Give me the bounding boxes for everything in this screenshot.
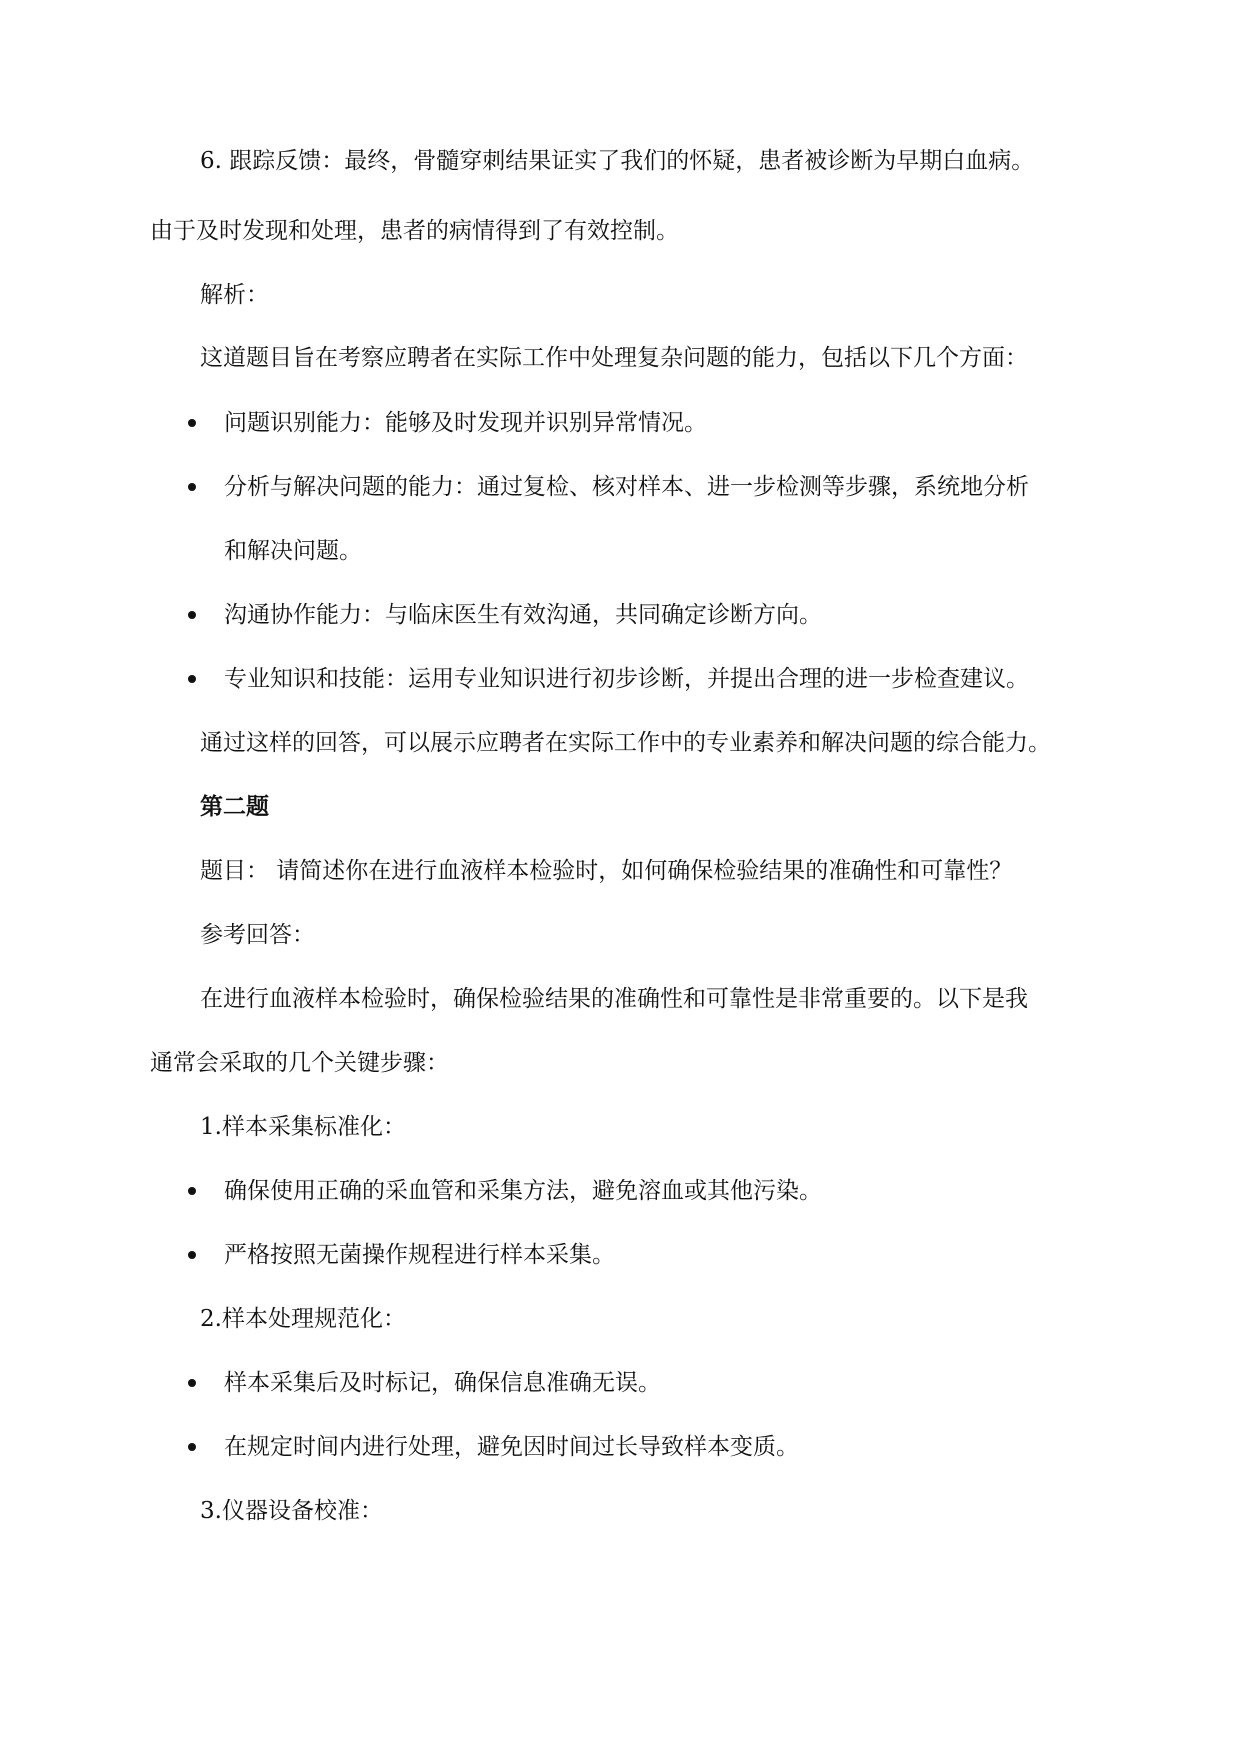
bullet-dot-icon — [188, 1187, 196, 1195]
list-item: 分析与解决问题的能力：通过复检、核对样本、进一步检测等步骤，系统地分析 — [224, 474, 1029, 500]
paragraph-line: 6. 跟踪反馈：最终，骨髓穿刺结果证实了我们的怀疑，患者被诊断为早期白血病。 — [200, 148, 1035, 174]
list-item: 严格按照无菌操作规程进行样本采集。 — [224, 1242, 615, 1268]
bullet-dot-icon — [188, 611, 196, 619]
paragraph-line: 通常会采取的几个关键步骤： — [150, 1050, 449, 1076]
list-item: 问题识别能力：能够及时发现并识别异常情况。 — [224, 410, 707, 436]
list-item: 在规定时间内进行处理，避免因时间过长导致样本变质。 — [224, 1434, 799, 1460]
step-title: 2.样本处理规范化： — [200, 1306, 406, 1332]
paragraph-line: 在进行血液样本检验时，确保检验结果的准确性和可靠性是非常重要的。以下是我 — [200, 986, 1028, 1012]
bullet-dot-icon — [188, 419, 196, 427]
paragraph-line: 由于及时发现和处理，患者的病情得到了有效控制。 — [150, 218, 679, 244]
bullet-dot-icon — [188, 675, 196, 683]
bullet-dot-icon — [188, 1251, 196, 1259]
bullet-dot-icon — [188, 1379, 196, 1387]
list-item: 样本采集后及时标记，确保信息准确无误。 — [224, 1370, 661, 1396]
list-item-continuation: 和解决问题。 — [224, 538, 362, 564]
step-title: 1.样本采集标准化： — [200, 1114, 406, 1140]
analysis-label: 解析： — [200, 282, 269, 308]
bullet-dot-icon — [188, 483, 196, 491]
answer-label: 参考回答： — [200, 922, 315, 948]
question-text: 题目： 请简述你在进行血液样本检验时，如何确保检验结果的准确性和可靠性？ — [200, 858, 1013, 884]
analysis-intro: 这道题目旨在考察应聘者在实际工作中处理复杂问题的能力，包括以下几个方面： — [200, 345, 1028, 371]
bullet-dot-icon — [188, 1443, 196, 1451]
list-item: 确保使用正确的采血管和采集方法，避免溶血或其他污染。 — [224, 1178, 822, 1204]
analysis-summary: 通过这样的回答，可以展示应聘者在实际工作中的专业素养和解决问题的综合能力。 — [200, 730, 1051, 756]
section-title: 第二题 — [200, 793, 269, 820]
list-item: 专业知识和技能：运用专业知识进行初步诊断，并提出合理的进一步检查建议。 — [224, 666, 1029, 692]
step-title: 3.仪器设备校准： — [200, 1498, 383, 1524]
list-item: 沟通协作能力：与临床医生有效沟通，共同确定诊断方向。 — [224, 602, 822, 628]
